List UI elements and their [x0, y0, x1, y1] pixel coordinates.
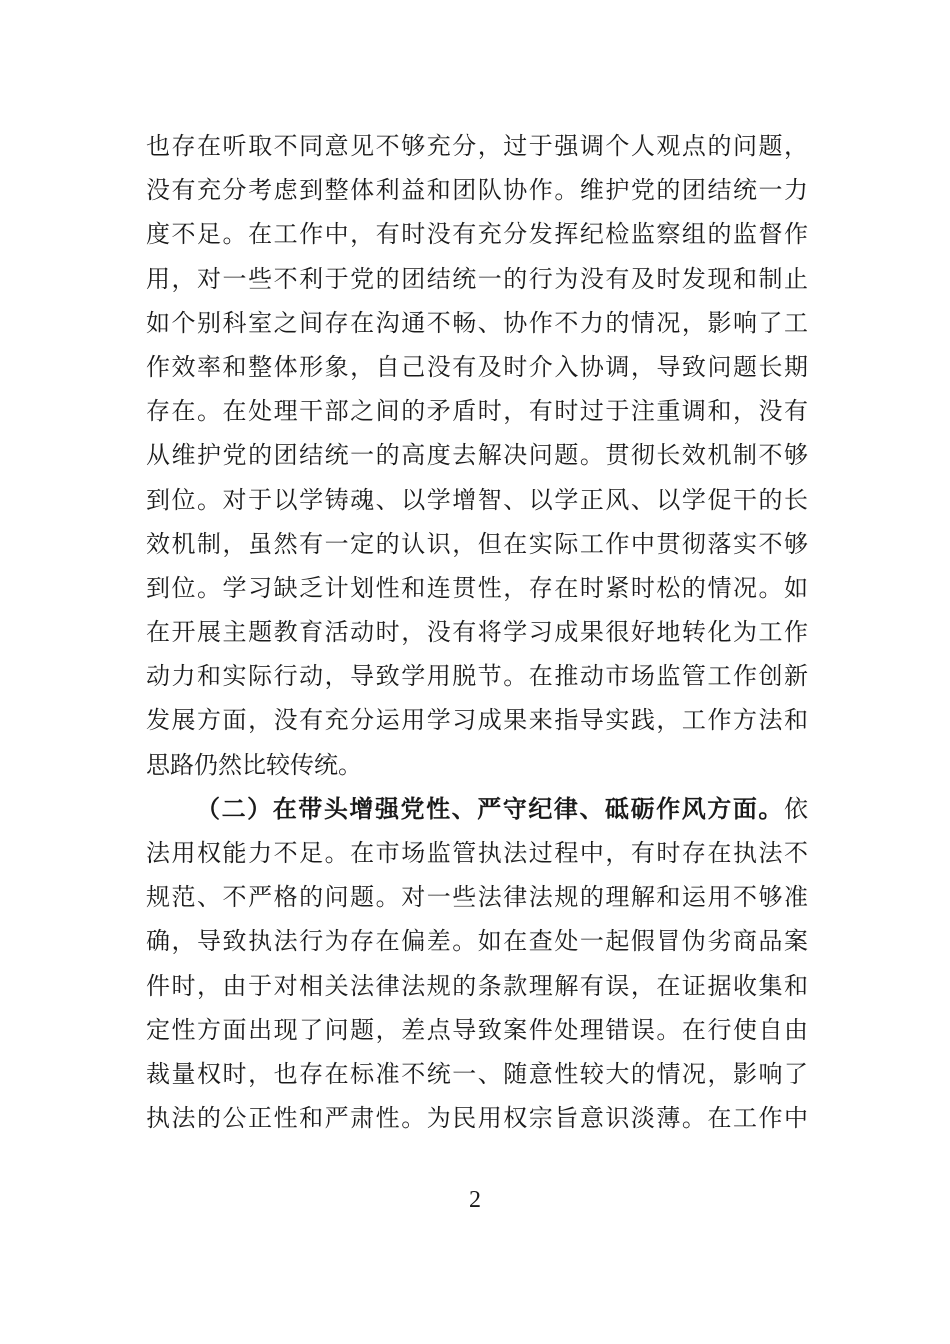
text-line: 从维护党的团结统一的高度去解决问题。贯彻长效机制不够: [146, 441, 808, 470]
text-line: 动力和实际行动，导致学用脱节。在推动市场监管工作创新: [146, 662, 808, 691]
paragraph-1: [146, 124, 808, 787]
text-line: 存在。在处理干部之间的矛盾时，有时过于注重调和，没有: [146, 397, 808, 426]
text-line: 规范、不严格的问题。对一些法律法规的理解和运用不够准: [146, 883, 808, 912]
paragraph-heading-line: [146, 787, 808, 831]
text-line: 发展方面，没有充分运用学习成果来指导实践，工作方法和: [146, 706, 808, 735]
paragraph-2: [146, 787, 808, 1141]
text-line: 没有充分考虑到整体利益和团队协作。维护党的团结统一力: [146, 176, 808, 205]
text-line: 确，导致执法行为存在偏差。如在查处一起假冒伪劣商品案: [146, 927, 808, 956]
text-line: 思路仍然比较传统。: [146, 750, 362, 779]
text-line: 用，对一些不利于党的团结统一的行为没有及时发现和制止: [146, 264, 808, 293]
text-line: 到位。学习缺乏计划性和连贯性，存在时紧时松的情况。如: [146, 573, 808, 602]
text-line: 到位。对于以学铸魂、以学增智、以学正风、以学促干的长: [146, 485, 808, 514]
text-line: 度不足。在工作中，有时没有充分发挥纪检监察组的监督作: [146, 220, 808, 249]
text-line: 裁量权时，也存在标准不统一、随意性较大的情况，影响了: [146, 1059, 808, 1088]
text-line: 也存在听取不同意见不够充分，过于强调个人观点的问题，: [146, 132, 808, 160]
text-line: 在开展主题教育活动时，没有将学习成果很好地转化为工作: [146, 618, 808, 647]
text-line: 执法的公正性和严肃性。为民用权宗旨意识淡薄。在工作中: [146, 1104, 808, 1133]
section-heading: （二）在带头增强党性、严守纪律、砥砺作风方面。: [196, 793, 784, 823]
body-text: [146, 124, 808, 1140]
text-line: 作效率和整体形象，自己没有及时介入协调，导致问题长期: [146, 352, 808, 381]
page-number: 2: [469, 1187, 481, 1213]
text-line: 如个别科室之间存在沟通不畅、协作不力的情况，影响了工: [146, 308, 808, 337]
text-line: 件时，由于对相关法律法规的条款理解有误，在证据收集和: [146, 971, 808, 1000]
heading-line-tail: 依: [784, 794, 808, 823]
text-line: 定性方面出现了问题，差点导致案件处理错误。在行使自由: [146, 1015, 808, 1044]
text-line: 法用权能力不足。在市场监管执法过程中，有时存在执法不: [146, 839, 808, 867]
text-line: 效机制，虽然有一定的认识，但在实际工作中贯彻落实不够: [146, 529, 808, 558]
